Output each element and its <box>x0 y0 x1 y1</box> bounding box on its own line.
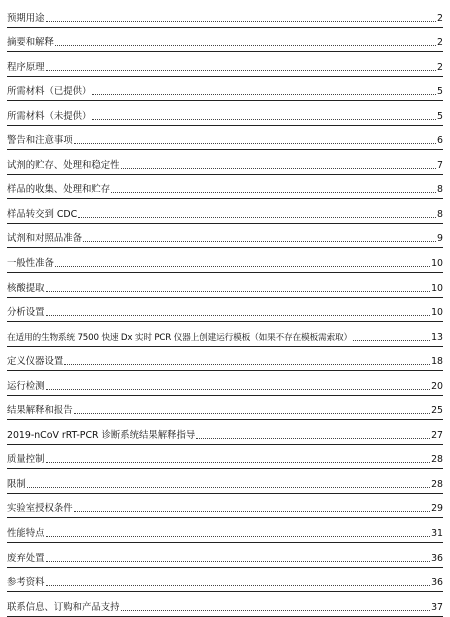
toc-entry-title: 参考资料 <box>7 577 45 589</box>
toc-entry-title: 所需材料（未提供） <box>7 110 92 122</box>
toc-entry-title: 质量控制 <box>7 454 45 466</box>
toc-entry-page-number: 10 <box>431 258 443 270</box>
toc-entry[interactable] <box>7 469 443 494</box>
toc-entry-page-number: 10 <box>431 307 443 319</box>
toc-dot-leader <box>46 21 437 22</box>
toc-entry-page-number: 5 <box>437 86 443 98</box>
toc-entry-title: 核酸提取 <box>7 282 45 294</box>
toc-entry-page-number: 18 <box>431 356 443 368</box>
table-of-contents <box>7 3 443 617</box>
toc-entry-title: 试剂和对照品准备 <box>7 233 83 245</box>
toc-entry-title: 性能特点 <box>7 528 45 540</box>
toc-entry-page-number: 29 <box>431 503 443 515</box>
toc-entry[interactable] <box>7 298 443 323</box>
toc-entry-page-number: 27 <box>431 429 443 441</box>
toc-entry-title: 所需材料（已提供） <box>7 86 92 98</box>
toc-entry[interactable] <box>7 126 443 151</box>
toc-entry-title: 一般性准备 <box>7 258 54 270</box>
toc-entry-title: 样品转交到 CDC <box>7 208 78 220</box>
toc-entry-page-number: 7 <box>437 159 443 171</box>
toc-dot-leader <box>353 340 430 341</box>
toc-entry[interactable] <box>7 322 443 347</box>
toc-dot-leader <box>74 511 430 512</box>
toc-entry[interactable] <box>7 77 443 102</box>
toc-entry-page-number: 31 <box>431 528 443 540</box>
toc-dot-leader <box>46 291 431 292</box>
toc-entry-title: 运行检测 <box>7 380 45 392</box>
toc-entry-page-number: 8 <box>437 184 443 196</box>
toc-entry[interactable] <box>7 150 443 175</box>
toc-entry[interactable] <box>7 175 443 200</box>
toc-entry[interactable] <box>7 28 443 53</box>
toc-dot-leader <box>46 536 431 537</box>
toc-dot-leader <box>55 266 430 267</box>
toc-dot-leader <box>121 610 431 611</box>
toc-entry[interactable] <box>7 445 443 470</box>
toc-entry-page-number: 37 <box>431 601 443 613</box>
toc-entry-title: 警告和注意事项 <box>7 135 73 147</box>
toc-entry-page-number: 5 <box>437 110 443 122</box>
toc-entry-page-number: 10 <box>431 282 443 294</box>
toc-entry[interactable] <box>7 199 443 224</box>
toc-entry[interactable] <box>7 101 443 126</box>
toc-dot-leader <box>121 168 437 169</box>
toc-entry-title: 试剂的贮存、处理和稳定性 <box>7 159 120 171</box>
toc-entry[interactable] <box>7 3 443 28</box>
toc-entry[interactable] <box>7 248 443 273</box>
toc-entry-title: 限制 <box>7 478 26 490</box>
toc-entry-title: 实验室授权条件 <box>7 503 73 515</box>
toc-entry-title: 2019-nCoV rRT-PCR 诊断系统结果解释指导 <box>7 429 196 441</box>
toc-entry[interactable] <box>7 396 443 421</box>
toc-entry[interactable] <box>7 52 443 77</box>
toc-entry-page-number: 6 <box>437 135 443 147</box>
toc-entry-title: 定义仪器设置 <box>7 356 64 368</box>
toc-dot-leader <box>46 462 431 463</box>
toc-entry-page-number: 36 <box>431 552 443 564</box>
toc-dot-leader <box>92 119 436 120</box>
toc-entry[interactable] <box>7 568 443 593</box>
toc-entry-page-number: 13 <box>431 331 443 343</box>
toc-dot-leader <box>46 389 431 390</box>
toc-entry-page-number: 20 <box>431 380 443 392</box>
toc-entry-title: 在适用的生物系统 7500 快速 Dx 实时 PCR 仪器上创建运行模板（如果不存在模板需索取） <box>7 332 352 343</box>
toc-dot-leader <box>111 192 436 193</box>
toc-dot-leader <box>92 94 436 95</box>
toc-entry-page-number: 2 <box>437 12 443 24</box>
toc-entry-page-number: 36 <box>431 577 443 589</box>
toc-dot-leader <box>55 45 436 46</box>
toc-entry[interactable] <box>7 273 443 298</box>
toc-entry-page-number: 8 <box>437 208 443 220</box>
toc-entry[interactable] <box>7 494 443 519</box>
toc-dot-leader <box>46 315 431 316</box>
toc-entry-title: 分析设置 <box>7 307 45 319</box>
toc-entry[interactable] <box>7 371 443 396</box>
toc-entry-title: 摘要和解释 <box>7 37 54 49</box>
toc-entry[interactable] <box>7 518 443 543</box>
toc-entry-page-number: 9 <box>437 233 443 245</box>
toc-entry-title: 预期用途 <box>7 12 45 24</box>
toc-dot-leader <box>196 438 430 439</box>
toc-entry[interactable] <box>7 224 443 249</box>
toc-dot-leader <box>27 487 430 488</box>
toc-dot-leader <box>46 585 431 586</box>
toc-dot-leader <box>46 561 431 562</box>
toc-entry-page-number: 28 <box>431 478 443 490</box>
toc-entry-page-number: 2 <box>437 37 443 49</box>
toc-entry[interactable] <box>7 543 443 568</box>
toc-entry-title: 程序原理 <box>7 61 45 73</box>
toc-dot-leader <box>74 413 430 414</box>
toc-entry[interactable] <box>7 347 443 372</box>
toc-entry-page-number: 2 <box>437 61 443 73</box>
toc-entry-page-number: 25 <box>431 405 443 417</box>
toc-entry-title: 结果解释和报告 <box>7 405 73 417</box>
toc-dot-leader <box>64 364 430 365</box>
toc-entry-title: 样品的收集、处理和贮存 <box>7 184 111 196</box>
toc-dot-leader <box>83 241 436 242</box>
toc-dot-leader <box>46 70 437 71</box>
toc-dot-leader <box>74 143 436 144</box>
toc-entry-title: 联系信息、订购和产品支持 <box>7 601 120 613</box>
toc-entry-page-number: 28 <box>431 454 443 466</box>
toc-entry[interactable] <box>7 420 443 445</box>
toc-entry[interactable] <box>7 592 443 617</box>
toc-dot-leader <box>78 217 436 218</box>
toc-entry-title: 废弃处置 <box>7 552 45 564</box>
